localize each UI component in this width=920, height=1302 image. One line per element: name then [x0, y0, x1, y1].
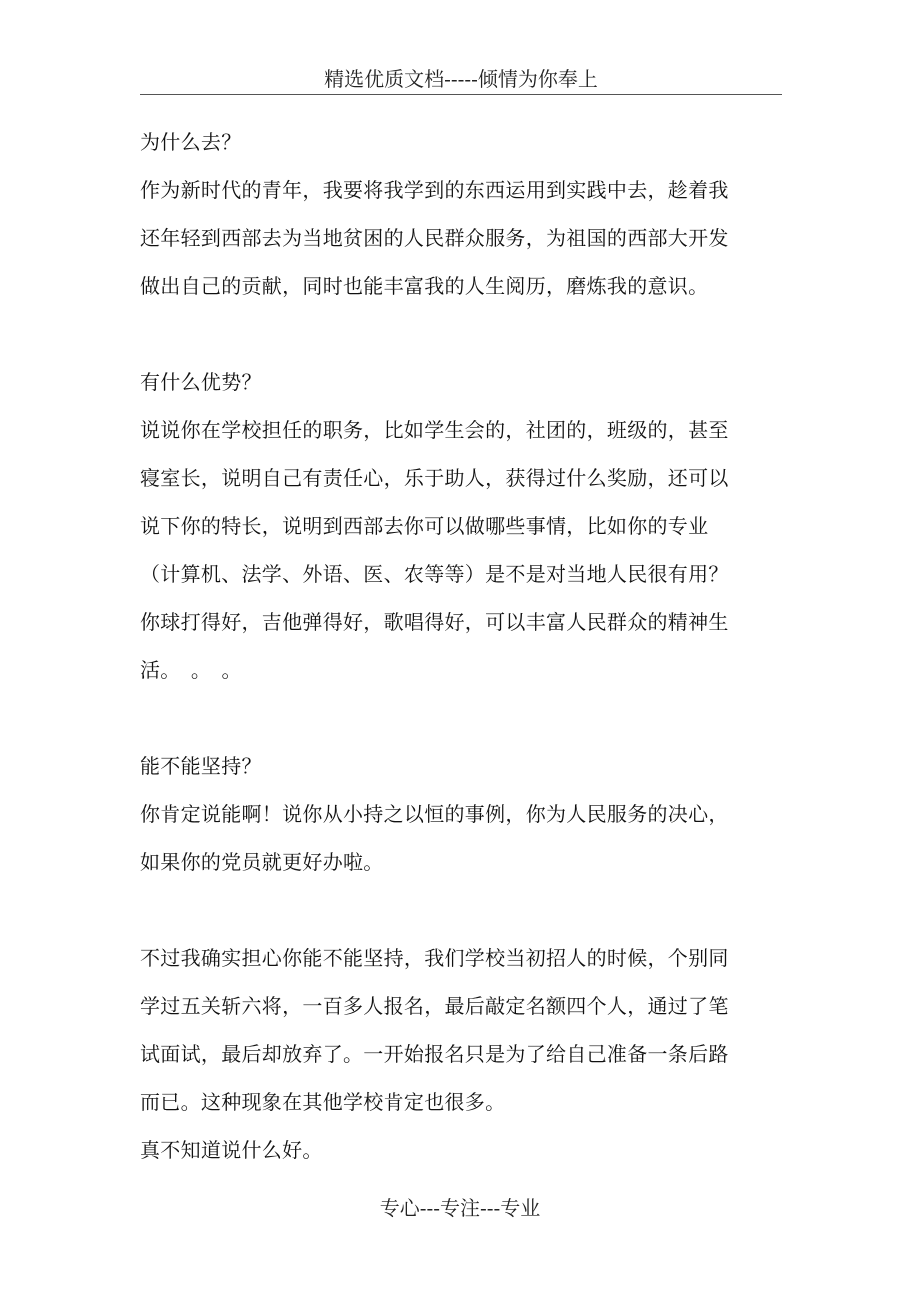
- paragraph-line: 作为新时代的青年，我要将我学到的东西运用到实践中去，趁着我: [140, 178, 729, 202]
- paragraph-line: （计算机、法学、外语、医、农等等）是不是对当地人民很有用？: [140, 562, 729, 586]
- paragraph-line: 而已。这种现象在其他学校肯定也很多。: [140, 1090, 506, 1114]
- section-heading: 能不能坚持？: [140, 754, 262, 778]
- paragraph-line: 真不知道说什么好。: [140, 1138, 323, 1162]
- paragraph-line: 还年轻到西部去为当地贫困的人民群众服务，为祖国的西部大开发: [140, 226, 729, 250]
- paragraph-line: 如果你的党员就更好办啦。: [140, 850, 384, 874]
- blank-line: [140, 310, 790, 358]
- section-concern: [140, 934, 790, 1174]
- blank-line: [140, 886, 790, 934]
- paragraph-line: 学过五关斩六将，一百多人报名，最后敲定名额四个人，通过了笔: [140, 994, 729, 1018]
- page-header: 精选优质文档-----倾情为你奉上: [140, 64, 782, 95]
- paragraph-line: 你肯定说能啊！说你从小持之以恒的事例，你为人民服务的决心，: [140, 802, 729, 826]
- paragraph-line: 寝室长，说明自己有责任心，乐于助人，获得过什么奖励，还可以: [140, 466, 729, 490]
- paragraph-line: 说说你在学校担任的职务，比如学生会的，社团的，班级的，甚至: [140, 418, 729, 442]
- document-body: [140, 118, 790, 1174]
- section-persistence: [140, 742, 790, 886]
- paragraph-line: 说下你的特长，说明到西部去你可以做哪些事情，比如你的专业: [140, 514, 709, 538]
- page-footer: 专心---专注---专业: [379, 1196, 541, 1220]
- paragraph-line: 活。 。 。: [140, 658, 242, 682]
- section-why-go: [140, 118, 790, 310]
- paragraph-line: 试面试，最后却放弃了。一开始报名只是为了给自己准备一条后路: [140, 1042, 729, 1066]
- paragraph-line: 你球打得好，吉他弹得好，歌唱得好，可以丰富人民群众的精神生: [140, 610, 729, 634]
- paragraph-line: 不过我确实担心你能不能坚持，我们学校当初招人的时候，个别同: [140, 946, 729, 970]
- section-advantages: [140, 358, 790, 694]
- paragraph-line: 做出自己的贡献，同时也能丰富我的人生阅历，磨炼我的意识。: [140, 274, 709, 298]
- blank-line: [140, 694, 790, 742]
- section-heading: 有什么优势？: [140, 370, 262, 394]
- section-heading: 为什么去？: [140, 130, 242, 154]
